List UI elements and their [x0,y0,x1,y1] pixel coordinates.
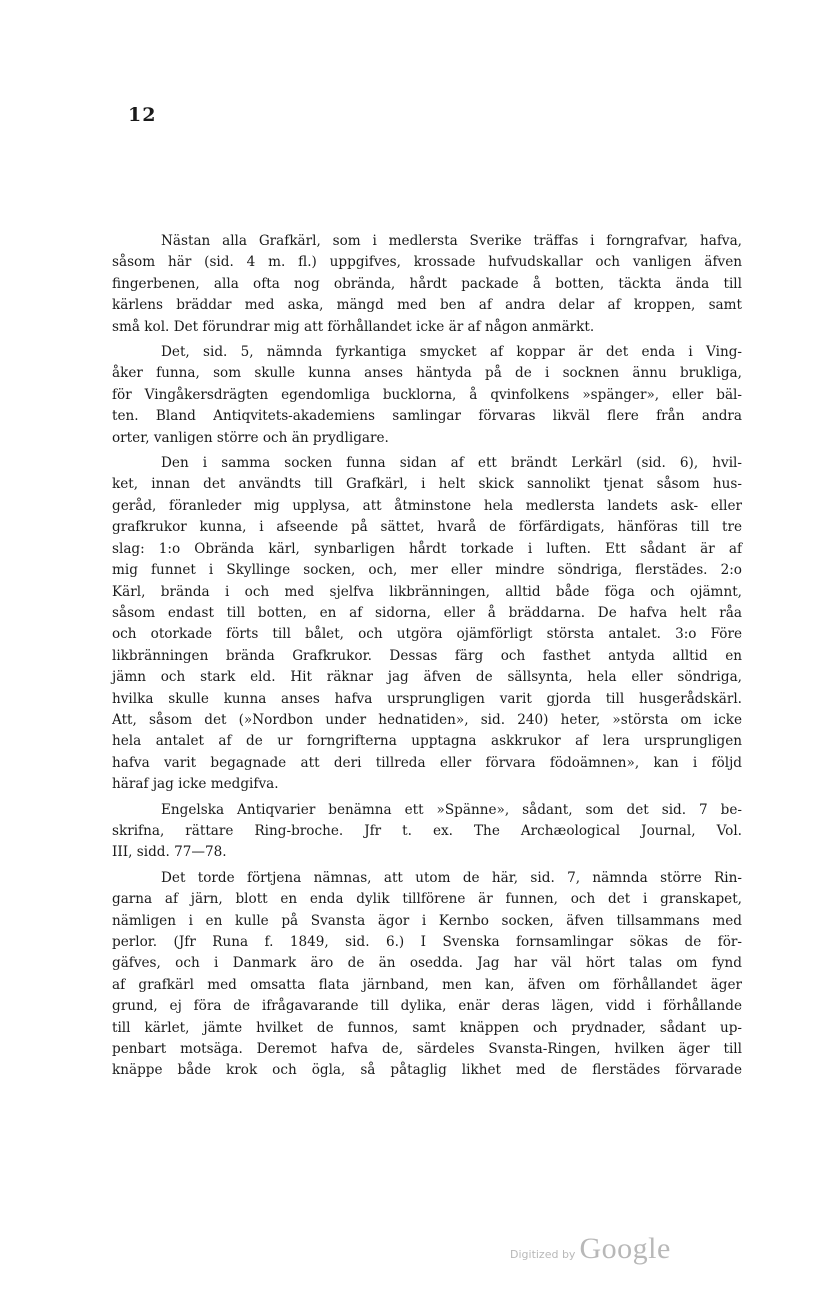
text-line: jämn och stark eld. Hit räknar jag äfven de sällsynta, hela eller söndriga, [112,669,742,686]
text-line: hela antalet af de ur forngrifterna upptagna askkrukor af lera ursprungligen [112,733,742,750]
text-line: kärlens bräddar med aska, mängd med ben af andra delar af kroppen, samt [112,297,742,314]
text-line: likbränningen brända Grafkrukor. Dessas färg och fasthet antyda alltid en [112,647,742,664]
google-logo: Google [579,1232,671,1265]
text-line: grafkrukor kunna, i afseende på sättet, hvarå de förfärdigats, hänföras till tre [112,519,742,536]
body-text [112,231,742,1086]
text-line: hvilka skulle kunna anses hafva ursprungligen varit gjorda till husgerådskärl. [112,690,742,707]
text-line: häraf jag icke medgifva. [112,776,279,793]
text-line: Nästan alla Grafkärl, som i medlersta Sverike träffas i forngrafvar, hafva, [161,233,742,249]
text-line: mig funnet i Skyllinge socken, och, mer eller mindre söndriga, flerstädes. 2:o [112,562,742,579]
text-line: Kärl, brända i och med sjelfva likbränningen, alltid både föga och ojämnt, [112,583,742,600]
text-line: gäfves, och i Danmark äro de än osedda. Jag har väl hört talas om fynd [112,955,742,972]
text-line: orter, vanligen större och än prydligare. [112,429,389,446]
text-line: garna af järn, blott en enda dylik tillförene är funnen, och det i granskapet, [112,891,742,908]
text-line: Den i samma socken funna sidan af ett brändt Lerkärl (sid. 6), hvil- [161,455,742,472]
digitized-watermark [510,1232,671,1266]
text-line: såsom endast till botten, en af sidorna, eller å bräddarna. De hafva helt råa [112,604,742,621]
text-line: III, sidd. 77—78. [112,844,227,861]
text-line: små kol. Det förundrar mig att förhållandet icke är af någon anmärkt. [112,318,595,335]
text-line: knäppe både krok och ögla, så påtaglig likhet med de flerstädes förvarade [112,1062,742,1079]
text-line: till kärlet, jämte hvilket de funnos, samt knäppen och prydnader, sådant up- [112,1019,742,1036]
text-line: grund, ej föra de ifrågavarande till dylika, enär deras lägen, vidd i förhållande [112,998,742,1015]
text-line: hafva varit begagnade att deri tillreda eller förvara födoämnen», kan i följd [112,754,742,771]
text-line: för Vingåkersdrägten egendomliga bucklorna, å qvinfolkens »spänger», eller bäl- [112,386,742,403]
text-line: af grafkärl med omsatta flata järnband, men kan, äfven om förhållandet äger [112,976,742,993]
paragraph [112,868,742,1082]
text-line: slag: 1:o Obrända kärl, synbarligen hårdt torkade i luften. Ett sådant är af [112,540,742,557]
text-line: fingerbenen, alla ofta nog obrända, hårdt packade å botten, täckta ända till [112,275,742,292]
text-line: ket, innan det användts till Grafkärl, i helt skick sannolikt tjenat såsom hus- [112,476,742,493]
text-line: Engelska Antiqvarier benämna ett »Spänne», sådant, som det sid. 7 be- [161,801,742,818]
text-line: geråd, föranleder mig upplysa, att åtminstone hela medlersta landets ask- eller [112,497,742,514]
paragraph [112,342,742,449]
digitized-by-label: Digitized by [510,1248,576,1261]
text-line: penbart motsäga. Deremot hafva de, särdeles Svansta-Ringen, hvilken äger till [112,1041,742,1058]
text-line: Det torde förtjena nämnas, att utom de här, sid. 7, nämnda större Rin- [161,869,742,886]
paragraph [112,231,742,338]
text-line: och otorkade förts till bålet, och utgöra ojämförligt största antalet. 3:o Före [112,626,742,643]
text-line: åker funna, som skulle kunna anses häntyda på de i socknen ännu brukliga, [112,365,742,382]
text-line: nämligen i en kulle på Svansta ägor i Kernbo socken, äfven tillsammans med [112,912,742,929]
text-line: perlor. (Jfr Runa f. 1849, sid. 6.) I Svenska fornsamlingar sökas de för- [112,934,742,950]
paragraph [112,453,742,796]
text-line: Att, såsom det (»Nordbon under hednatiden», sid. 240) heter, »största om icke [112,711,742,728]
paragraph [112,800,742,864]
text-line: Det, sid. 5, nämnda fyrkantiga smycket af koppar är det enda i Ving- [161,344,742,361]
page-number: 12 [128,104,157,126]
text-line: ten. Bland Antiqvitets-akademiens samlingar förvaras likväl flere från andra [112,408,742,425]
text-line: skrifna, rättare Ring-broche. Jfr t. ex. The Archæological Journal, Vol. [112,822,742,839]
text-line: såsom här (sid. 4 m. fl.) uppgifves, krossade hufvudskallar och vanligen äfven [112,254,742,271]
